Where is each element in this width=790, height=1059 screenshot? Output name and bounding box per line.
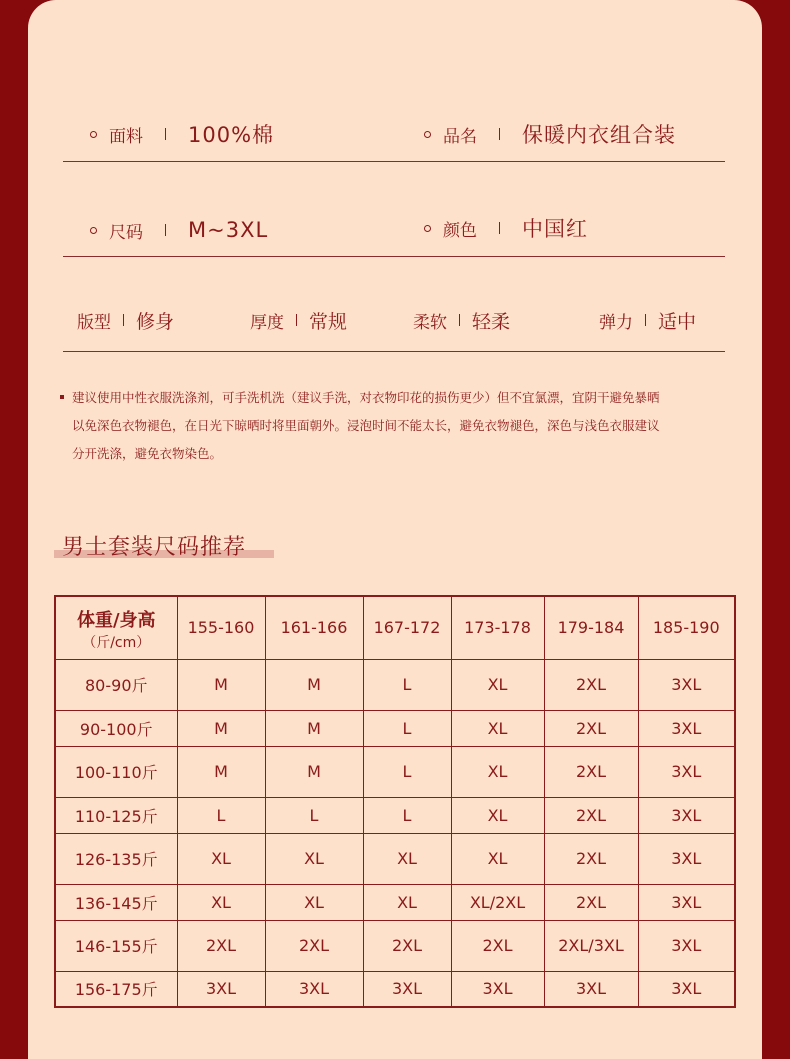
spec-name-label: 品名 <box>443 126 477 147</box>
size-cell: M <box>177 659 265 710</box>
size-cell: M <box>177 710 265 746</box>
circle-bullet-icon <box>90 131 97 138</box>
header-height: 179-184 <box>544 596 638 659</box>
attr-elasticity-value: 适中 <box>658 310 697 333</box>
separator <box>165 224 166 236</box>
attr-thickness-label: 厚度 <box>250 312 284 333</box>
divider <box>63 351 725 352</box>
size-cell: 3XL <box>363 971 451 1007</box>
section-title-block <box>54 530 246 561</box>
size-cell: 3XL <box>544 971 638 1007</box>
size-cell: 2XL <box>265 920 363 971</box>
attr-thickness <box>250 300 347 340</box>
size-cell: XL <box>265 884 363 920</box>
attr-fit-label: 版型 <box>77 312 111 333</box>
care-note-line: 分开洗涤，避免衣物染色。 <box>72 446 223 461</box>
size-cell: 3XL <box>177 971 265 1007</box>
table-row <box>55 920 735 971</box>
spec-fabric <box>90 114 274 154</box>
size-cell: 3XL <box>638 797 735 833</box>
table-corner-header <box>55 596 177 659</box>
divider <box>63 161 725 162</box>
header-height: 155-160 <box>177 596 265 659</box>
size-cell: M <box>265 659 363 710</box>
circle-bullet-icon <box>90 227 97 234</box>
size-cell: XL <box>451 797 544 833</box>
attr-softness <box>413 300 510 340</box>
size-cell: L <box>177 797 265 833</box>
section-title: 男士套装尺码推荐 <box>62 535 247 560</box>
weight-cell: 90-100斤 <box>55 710 177 746</box>
table-row <box>55 710 735 746</box>
care-note-line: 建议使用中性衣服洗涤剂，可手洗机洗（建议手洗，对衣物印花的损伤更少）但不宜氯漂，宜阴干避免暴晒 <box>72 390 660 405</box>
size-table <box>54 595 736 1008</box>
attr-fit <box>77 300 174 340</box>
separator <box>296 314 297 326</box>
size-cell: XL/2XL <box>451 884 544 920</box>
size-cell: XL <box>451 659 544 710</box>
size-cell: 3XL <box>265 971 363 1007</box>
header-height: 167-172 <box>363 596 451 659</box>
size-cell: XL <box>177 833 265 884</box>
size-cell: XL <box>451 710 544 746</box>
size-cell: XL <box>451 746 544 797</box>
size-cell: M <box>265 710 363 746</box>
size-cell: 2XL <box>363 920 451 971</box>
separator <box>499 128 500 140</box>
attr-elasticity-label: 弹力 <box>599 312 633 333</box>
size-cell: 2XL <box>544 746 638 797</box>
attr-softness-label: 柔软 <box>413 312 447 333</box>
attr-thickness-value: 常规 <box>309 310 348 333</box>
size-cell: M <box>265 746 363 797</box>
table-row <box>55 659 735 710</box>
product-info-card <box>28 0 762 1059</box>
spec-size-label: 尺码 <box>109 222 143 243</box>
size-cell: 2XL <box>544 710 638 746</box>
size-cell: L <box>265 797 363 833</box>
table-row <box>55 746 735 797</box>
spec-name-value: 保暖内衣组合装 <box>522 123 676 147</box>
header-height: 173-178 <box>451 596 544 659</box>
weight-cell: 136-145斤 <box>55 884 177 920</box>
size-cell: XL <box>265 833 363 884</box>
spec-size-value: M~3XL <box>188 218 269 242</box>
table-row <box>55 797 735 833</box>
size-cell: L <box>363 746 451 797</box>
header-height: 185-190 <box>638 596 735 659</box>
care-note-line: 以免深色衣物褪色，在日光下晾晒时将里面朝外。浸泡时间不能太长，避免衣物褪色，深色与浅色衣服建议 <box>72 418 660 433</box>
separator <box>459 314 460 326</box>
weight-cell: 110-125斤 <box>55 797 177 833</box>
size-cell: 3XL <box>638 920 735 971</box>
spec-color <box>424 208 588 248</box>
size-cell: 3XL <box>638 833 735 884</box>
divider <box>63 256 725 257</box>
table-header-row <box>55 596 735 659</box>
size-cell: 3XL <box>451 971 544 1007</box>
circle-bullet-icon <box>424 225 431 232</box>
size-cell: 3XL <box>638 710 735 746</box>
spec-fabric-label: 面料 <box>109 126 143 147</box>
size-cell: 2XL <box>544 884 638 920</box>
header-weight-height: 体重/身高 <box>76 609 156 631</box>
size-cell: 3XL <box>638 659 735 710</box>
size-cell: 2XL/3XL <box>544 920 638 971</box>
spec-color-value: 中国红 <box>522 217 588 241</box>
size-cell: 2XL <box>177 920 265 971</box>
size-cell: 2XL <box>451 920 544 971</box>
size-cell: 2XL <box>544 797 638 833</box>
attr-fit-value: 修身 <box>136 310 175 333</box>
attr-softness-value: 轻柔 <box>472 310 511 333</box>
table-row <box>55 884 735 920</box>
spec-fabric-value: 100%棉 <box>188 123 275 147</box>
size-cell: 3XL <box>638 971 735 1007</box>
spec-color-label: 颜色 <box>443 220 477 241</box>
table-row <box>55 833 735 884</box>
weight-cell: 146-155斤 <box>55 920 177 971</box>
size-cell: XL <box>363 833 451 884</box>
separator <box>123 314 124 326</box>
weight-cell: 80-90斤 <box>55 659 177 710</box>
separator <box>499 222 500 234</box>
attr-elasticity <box>599 300 696 340</box>
size-cell: XL <box>451 833 544 884</box>
size-cell: L <box>363 710 451 746</box>
size-cell: 2XL <box>544 659 638 710</box>
weight-cell: 156-175斤 <box>55 971 177 1007</box>
square-bullet-icon <box>60 395 64 399</box>
size-cell: M <box>177 746 265 797</box>
size-cell: 3XL <box>638 746 735 797</box>
header-unit: （斤/cm） <box>82 634 151 651</box>
size-cell: XL <box>363 884 451 920</box>
spec-size <box>90 210 268 250</box>
weight-cell: 100-110斤 <box>55 746 177 797</box>
size-cell: 2XL <box>544 833 638 884</box>
spec-product-name <box>424 114 676 154</box>
circle-bullet-icon <box>424 131 431 138</box>
size-cell: L <box>363 659 451 710</box>
size-cell: L <box>363 797 451 833</box>
header-height: 161-166 <box>265 596 363 659</box>
size-cell: XL <box>177 884 265 920</box>
separator <box>165 128 166 140</box>
table-row <box>55 971 735 1007</box>
size-cell: 3XL <box>638 884 735 920</box>
separator <box>645 314 646 326</box>
care-note <box>72 384 722 468</box>
weight-cell: 126-135斤 <box>55 833 177 884</box>
